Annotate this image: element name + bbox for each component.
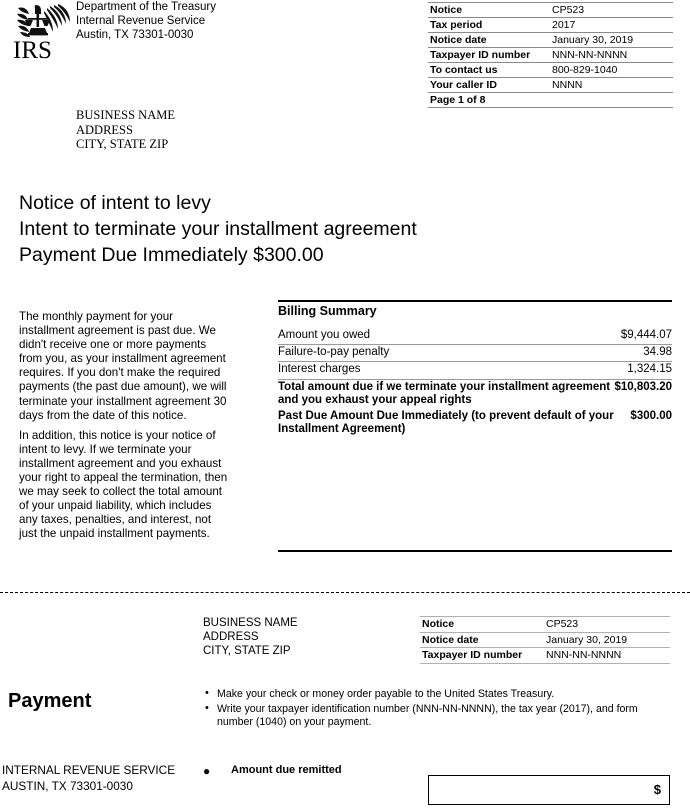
- table-row: [278, 409, 672, 438]
- recipient-line-1: BUSINESS NAME: [76, 108, 175, 122]
- table-row: [428, 63, 673, 78]
- notice-label: Notice: [428, 3, 550, 18]
- notice-value: CP523: [550, 3, 673, 18]
- table-row: [428, 33, 673, 48]
- stub-notice-value: CP523: [544, 617, 670, 633]
- amount-due-remitted-label: Amount due remitted: [231, 764, 342, 776]
- stub-address-line-3: CITY, STATE ZIP: [203, 645, 291, 658]
- amount-due-remitted-row: [203, 764, 342, 776]
- table-row: [278, 345, 672, 362]
- table-row: [428, 18, 673, 33]
- title-line-2: Intent to terminate your installment agreement: [19, 218, 417, 240]
- notice-date-value: January 30, 2019: [550, 33, 673, 48]
- recipient-line-2: ADDRESS: [76, 122, 133, 137]
- billing-row-label: Failure-to-pay penalty: [278, 345, 614, 362]
- billing-total-label: Total amount due if we terminate your installment agreement and you exhaust your appeal rights: [278, 380, 611, 406]
- table-row: [428, 78, 673, 93]
- table-row: [428, 93, 673, 108]
- irs-wordmark: IRS: [13, 37, 52, 64]
- billing-row-amount: 34.98: [614, 345, 672, 362]
- tear-off-divider: [0, 592, 690, 593]
- stub-address-block: [203, 616, 298, 659]
- billing-row-label: Amount you owed: [278, 328, 614, 345]
- billing-bottom-rule: [278, 550, 672, 552]
- stub-notice-date-label: Notice date: [420, 632, 544, 648]
- agency-line-2: Internal Revenue Service: [76, 15, 206, 28]
- tax-period-value: 2017: [550, 18, 673, 33]
- payment-section-heading: Payment: [8, 690, 92, 712]
- notice-body-text: [19, 310, 229, 548]
- caller-id-label: Your caller ID: [428, 78, 550, 93]
- stub-notice-date-value: January 30, 2019: [544, 632, 670, 648]
- billing-row-amount: $9,444.07: [614, 328, 672, 345]
- taxpayer-id-value: NNN-NN-NNNN: [550, 48, 673, 63]
- title-line-1: Notice of intent to levy: [19, 192, 211, 214]
- agency-address-block: [76, 0, 216, 43]
- return-address-line-2: AUSTIN, TX 73301-0030: [2, 779, 133, 793]
- list-item: • Write your taxpayer identification number (NNN-NN-NNNN), the tax year (2017), and form number (1040) on your payment.: [203, 703, 673, 729]
- table-row: [420, 617, 670, 633]
- page-indicator: Page 1 of 8: [428, 93, 550, 108]
- stub-address-line-1: BUSINESS NAME: [203, 617, 298, 629]
- stub-info-table: [420, 616, 670, 664]
- billing-summary-section: [278, 300, 672, 552]
- table-row: [428, 3, 673, 18]
- return-address-line-1: INTERNAL REVENUE SERVICE: [2, 763, 176, 777]
- billing-pastdue-amount: $300.00: [630, 410, 672, 423]
- list-item: • Make your check or money order payable to the United States Treasury.: [203, 688, 673, 701]
- notice-info-table: [428, 2, 673, 108]
- bullet-icon: ●: [203, 764, 211, 778]
- payment-amount-input[interactable]: [428, 775, 670, 805]
- contact-value: 800-829-1040: [550, 63, 673, 78]
- billing-total-amount: $10,803.20: [614, 380, 672, 393]
- table-row: [428, 48, 673, 63]
- title-line-3: Payment Due Immediately $300.00: [19, 244, 324, 266]
- billing-pastdue-label: Past Due Amount Due Immediately (to prevent default of your Installment Agreement): [278, 410, 614, 436]
- table-row: [278, 362, 672, 379]
- irs-return-address-block: [2, 762, 175, 794]
- agency-line-1: Department of the Treasury: [76, 1, 216, 13]
- table-row: [278, 379, 672, 409]
- table-row: [420, 648, 670, 664]
- agency-line-3: Austin, TX 73301-0030: [76, 29, 194, 42]
- caller-id-value: NNNN: [550, 78, 673, 93]
- contact-label: To contact us: [428, 63, 550, 78]
- tax-period-label: Tax period: [428, 18, 550, 33]
- billing-row-label: Interest charges: [278, 362, 614, 379]
- stub-address-line-2: ADDRESS: [203, 631, 259, 644]
- currency-symbol: $: [653, 782, 661, 797]
- stub-taxpayer-id-label: Taxpayer ID number: [420, 648, 544, 664]
- page-indicator-value: [550, 93, 673, 108]
- billing-summary-table: [278, 328, 672, 438]
- taxpayer-id-label: Taxpayer ID number: [428, 48, 550, 63]
- billing-row-amount: 1,324.15: [614, 362, 672, 379]
- stub-notice-label: Notice: [420, 617, 544, 633]
- recipient-address-block: [76, 108, 175, 152]
- body-paragraph-1: The monthly payment for your installment agreement is past due. We didn't receive one or more payments from you, as your installment agreement requires. If you don't make the required payments (the past due amount), we will terminate your installment agreement 30 days from the date of this notice.: [19, 310, 227, 422]
- notice-date-label: Notice date: [428, 33, 550, 48]
- payment-instructions-list: [203, 688, 673, 731]
- table-row: [420, 632, 670, 648]
- billing-summary-title: Billing Summary: [278, 304, 377, 318]
- page-title: [19, 190, 417, 268]
- recipient-line-3: CITY, STATE ZIP: [76, 137, 169, 151]
- body-paragraph-2: In addition, this notice is your notice of intent to levy. If we terminate your installment agreement and you exhaust your right to appeal the termination, then we may seek to collect the total amount of your unpaid liability, which includes any taxes, penalties, and interest, not just the unpaid installment payments.: [19, 428, 228, 541]
- table-row: [278, 328, 672, 345]
- stub-taxpayer-id-value: NNN-NN-NNNN: [544, 648, 670, 664]
